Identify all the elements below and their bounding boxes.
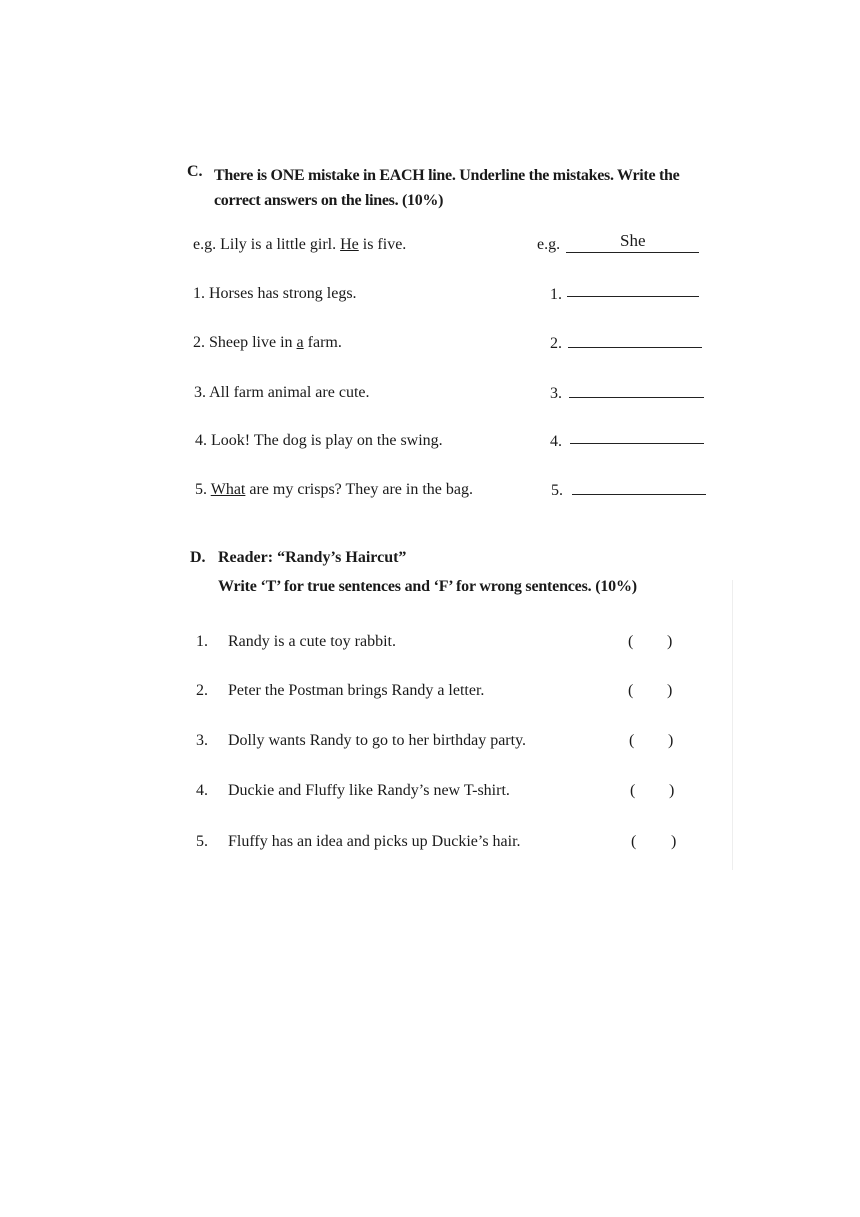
item-5-answer-line[interactable] xyxy=(572,494,706,495)
item-5-answer-label: 5. xyxy=(551,482,563,499)
section-c-item-4 xyxy=(195,432,443,450)
d-item-2-text: Peter the Postman brings Randy a letter. xyxy=(228,682,485,699)
section-d-instruction: Write ‘T’ for true sentences and ‘F’ for wrong sentences. (10%) xyxy=(218,578,637,595)
item-4-answer-label: 4. xyxy=(550,433,562,450)
section-d-letter: D. xyxy=(190,549,206,566)
d-item-3-paren-close: ) xyxy=(668,732,674,749)
item-5-underlined: What xyxy=(210,481,246,498)
item-2-underlined: a xyxy=(296,334,304,351)
item-1-text: 1. Horses has strong legs. xyxy=(193,285,357,302)
example-answer-line xyxy=(566,252,699,253)
d-item-4-number: 4. xyxy=(196,782,208,799)
d-item-1-number: 1. xyxy=(196,633,208,650)
scan-edge-shadow xyxy=(732,580,733,870)
d-item-3-text: Dolly wants Randy to go to her birthday party. xyxy=(228,732,527,749)
d-item-1-text: Randy is a cute toy rabbit. xyxy=(228,633,396,650)
item-1-answer-label: 1. xyxy=(550,286,562,303)
section-d-title: Reader: “Randy’s Haircut” xyxy=(218,549,407,566)
d-item-4-text: Duckie and Fluffy like Randy’s new T-shirt. xyxy=(228,782,510,799)
section-c-item-2 xyxy=(193,334,342,352)
section-c-item-5 xyxy=(195,481,473,499)
example-text-post: is five. xyxy=(358,236,407,253)
example-text-pre: e.g. Lily is a little girl. xyxy=(193,236,341,253)
d-item-2-paren-close: ) xyxy=(667,682,673,699)
d-item-5-paren-close: ) xyxy=(671,833,677,850)
d-item-2-paren-open: ( xyxy=(628,682,634,699)
example-answer: She xyxy=(620,231,646,250)
item-2-text-post: farm. xyxy=(303,334,342,351)
item-2-answer-label: 2. xyxy=(550,335,562,352)
item-1-answer-line[interactable] xyxy=(567,296,699,297)
item-3-text: 3. All farm animal are cute. xyxy=(194,384,370,401)
item-2-text-pre: 2. Sheep live in xyxy=(193,334,297,351)
d-item-5-text: Fluffy has an idea and picks up Duckie’s hair. xyxy=(228,833,521,850)
section-c-example-sentence xyxy=(193,236,406,254)
example-underlined-mistake: He xyxy=(340,236,359,253)
example-answer-label: e.g. xyxy=(537,236,561,253)
d-item-4-paren-open: ( xyxy=(630,782,636,799)
d-item-1-paren-close: ) xyxy=(667,633,673,650)
d-item-1-paren-open: ( xyxy=(628,633,634,650)
d-item-4-paren-close: ) xyxy=(669,782,675,799)
section-c-item-3 xyxy=(194,384,369,402)
item-4-answer-line[interactable] xyxy=(570,443,704,444)
d-item-3-paren-open: ( xyxy=(629,732,635,749)
item-4-text: 4. Look! The dog is play on the swing. xyxy=(195,432,443,449)
d-item-5-paren-open: ( xyxy=(631,833,637,850)
d-item-3-number: 3. xyxy=(196,732,208,749)
section-c-letter: C. xyxy=(187,163,203,180)
d-item-5-number: 5. xyxy=(196,833,208,850)
section-c-title: There is ONE mistake in EACH line. Underline the mistakes. Write the correct answers on the lines. (10%) xyxy=(214,167,680,209)
item-5-text-post: are my crisps? They are in the bag. xyxy=(245,481,473,498)
d-item-2-number: 2. xyxy=(196,682,208,699)
item-5-text-pre: 5. xyxy=(195,481,211,498)
item-2-answer-line[interactable] xyxy=(568,347,702,348)
section-c-item-1 xyxy=(193,285,357,303)
item-3-answer-line[interactable] xyxy=(569,397,704,398)
item-3-answer-label: 3. xyxy=(550,385,562,402)
